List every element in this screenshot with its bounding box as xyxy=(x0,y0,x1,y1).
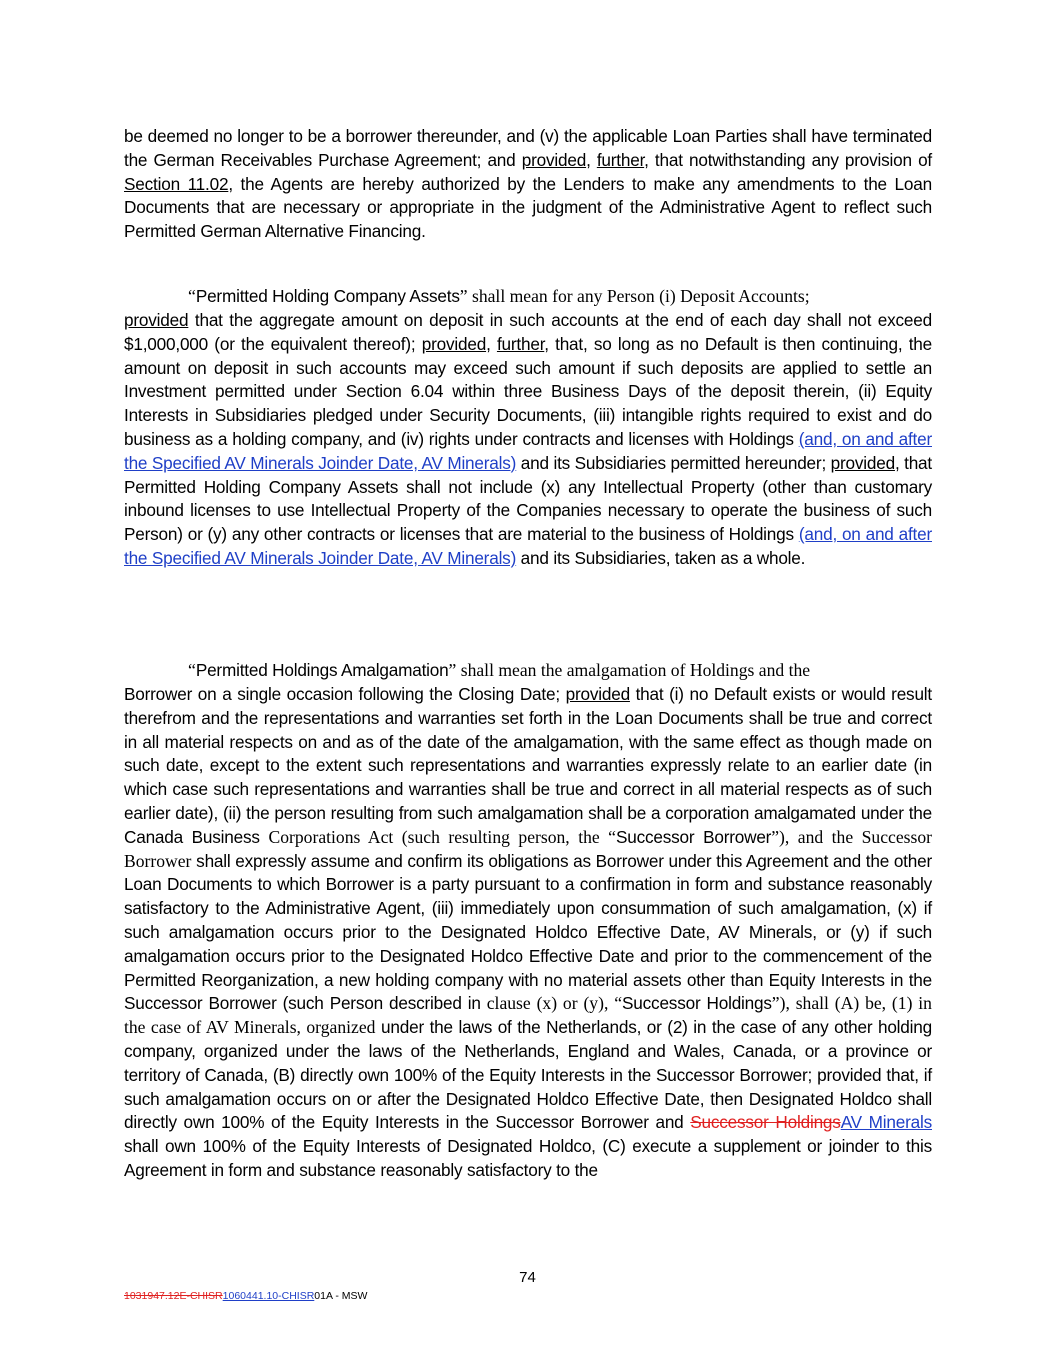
text: , that notwithstanding any provision of xyxy=(644,149,932,170)
text: , that Permitted Holding Company Assets shall not include (x) any Intellectual Property (other than customary inbound licenses to use Intellectual Property of the Companies necessary to operate the business of such Person) or (y) any other contracts or licenses that are material to the business of Holdings xyxy=(124,452,932,545)
open-quote: “ xyxy=(188,286,196,306)
text: that the aggregate amount on deposit in such accounts at the end of each day shall not exceed $1,000,000 (or the equivalent thereof); xyxy=(124,310,932,354)
provided-term: provided xyxy=(421,333,487,354)
inserted-doc-id: 1060441.10-CHISR xyxy=(222,1290,315,1302)
text: shall own 100% of the Equity Interests of Designated Holdco, (C) execute a supplement or joinder to this Agreement in form and substance reasonably satisfactory to the xyxy=(124,1136,932,1180)
open-quote: “ xyxy=(188,660,196,680)
text: that (i) no Default exists or would result therefrom and the representations and warranties set forth in the Loan Documents shall be true and correct in all material respects on and as of the date of the amalgamation, with the same effect as though made on such date, except to the extent such representations and warranties expressly relate to an earlier date (in which case such representations and warranties shall be true and correct in all material respects as of such earlier date), (ii) the person resulting from such amalgamation shall be a corporation amalgamated under the Canada Business xyxy=(124,684,932,847)
text: Borrower on a single occasion following the Closing Date; xyxy=(124,684,566,704)
inserted-text: (and, on and after the Specified AV Minerals Joinder Date, AV Minerals) xyxy=(124,428,932,473)
document-footer-id xyxy=(124,1290,367,1303)
section-reference: Section 11.02 xyxy=(124,173,229,194)
text: Corporations Act (such resulting person, the “ xyxy=(268,826,616,847)
text: ”), and the Successor Borrower xyxy=(124,826,932,871)
text: and its Subsidiaries permitted hereunder; xyxy=(516,452,831,473)
further-term: further xyxy=(496,333,545,354)
text: shall mean for any Person (i) Deposit Accounts; xyxy=(467,286,810,306)
deleted-doc-id: 1031947.12E-CHISR xyxy=(124,1290,223,1302)
text: and its Subsidiaries, taken as a whole. xyxy=(516,547,806,568)
defined-term: Permitted Holding Company Assets xyxy=(195,286,460,306)
inserted-text: (and, on and after the Specified AV Minerals Joinder Date, AV Minerals) xyxy=(124,524,932,568)
defined-term: Permitted Holdings Amalgamation xyxy=(195,660,449,680)
defined-term: Successor Holdings xyxy=(622,993,772,1014)
text: , that, so long as no Default is then continuing, the amount on deposit in such accounts may exceed such amount if such deposits are applied to settle an Investment permitted under Section 6.04 within three Business Days of the deposit therein, (ii) Equity Interests in Subsidiaries pledged under Security Documents, (iii) intangible rights required to exist and do business as a holding company, and (iv) rights under contracts and licenses with Holdings xyxy=(124,333,933,449)
doc-id-suffix: 01A - MSW xyxy=(314,1290,368,1302)
close-quote: ” xyxy=(448,660,457,680)
deleted-text: Successor Holdings xyxy=(690,1112,841,1133)
text: ”), shall (A) be, (1) in the case of AV Minerals, organized xyxy=(124,993,932,1038)
text: , the Agents are hereby authorized by the Lenders to make any amendments to the Loan Documents that are necessary or appropriate in the judgment of the Administrative Agent to reflect such Permitted German Alternative Financing. xyxy=(124,173,932,242)
page-number: 74 xyxy=(519,1269,536,1286)
defined-term: Successor Borrower xyxy=(615,826,772,847)
provided-term: provided xyxy=(124,310,189,330)
paragraph-german-financing-tail xyxy=(124,125,932,244)
further-term: further xyxy=(596,149,645,170)
definition-permitted-holdings-amalgamation-body xyxy=(124,683,932,1183)
definition-permitted-holding-company-assets-body xyxy=(124,309,932,571)
text: shall expressly assume and confirm its obligations as Borrower under this Agreement and the other Loan Documents to which Borrower is a party pursuant to a confirmation in form and substance reasonably satisfactory to the Administrative Agent, (iii) immediately upon consummation of such amalgamation, (x) if such amalgamation occurs prior to the Designated Holdco Effective Date, AV Minerals, or (y) if such amalgamation occurs prior to the Designated Holdco Effective Date and prior to the commencement of the Permitted Reorganization, a new holding company with no material assets other than Equity Interests in the Successor Borrower (such Person described in xyxy=(124,850,932,1014)
definition-permitted-holdings-amalgamation xyxy=(124,659,996,683)
text: , xyxy=(486,333,497,354)
text: clause (x) or (y), “ xyxy=(486,993,623,1014)
provided-term: provided xyxy=(565,684,630,704)
inserted-text: AV Minerals xyxy=(840,1112,932,1133)
provided-term: provided xyxy=(521,149,587,170)
text: shall mean the amalgamation of Holdings and the xyxy=(456,660,811,680)
text: , xyxy=(586,149,597,170)
text: under the laws of the Netherlands, or (2) in the case of any other holding company, organized under the laws of the Netherlands, England and Wales, Canada, or a province or territory of Canada, (B) directly own 100% of the Equity Interests in the Successor Borrower; provided that, if such amalgamation occurs on or after the Designated Holdco Effective Date, then Designated Holdco shall directly own 100% of the Equity Interests in the Successor Borrower and xyxy=(124,1017,932,1133)
text: be deemed no longer to be a borrower thereunder, and (v) the applicable Loan Parties shall have terminated the German Receivables Purchase Agreement; and xyxy=(124,126,932,170)
provided-term: provided xyxy=(830,452,895,473)
definition-permitted-holding-company-assets xyxy=(124,285,996,309)
close-quote: ” xyxy=(459,286,468,306)
